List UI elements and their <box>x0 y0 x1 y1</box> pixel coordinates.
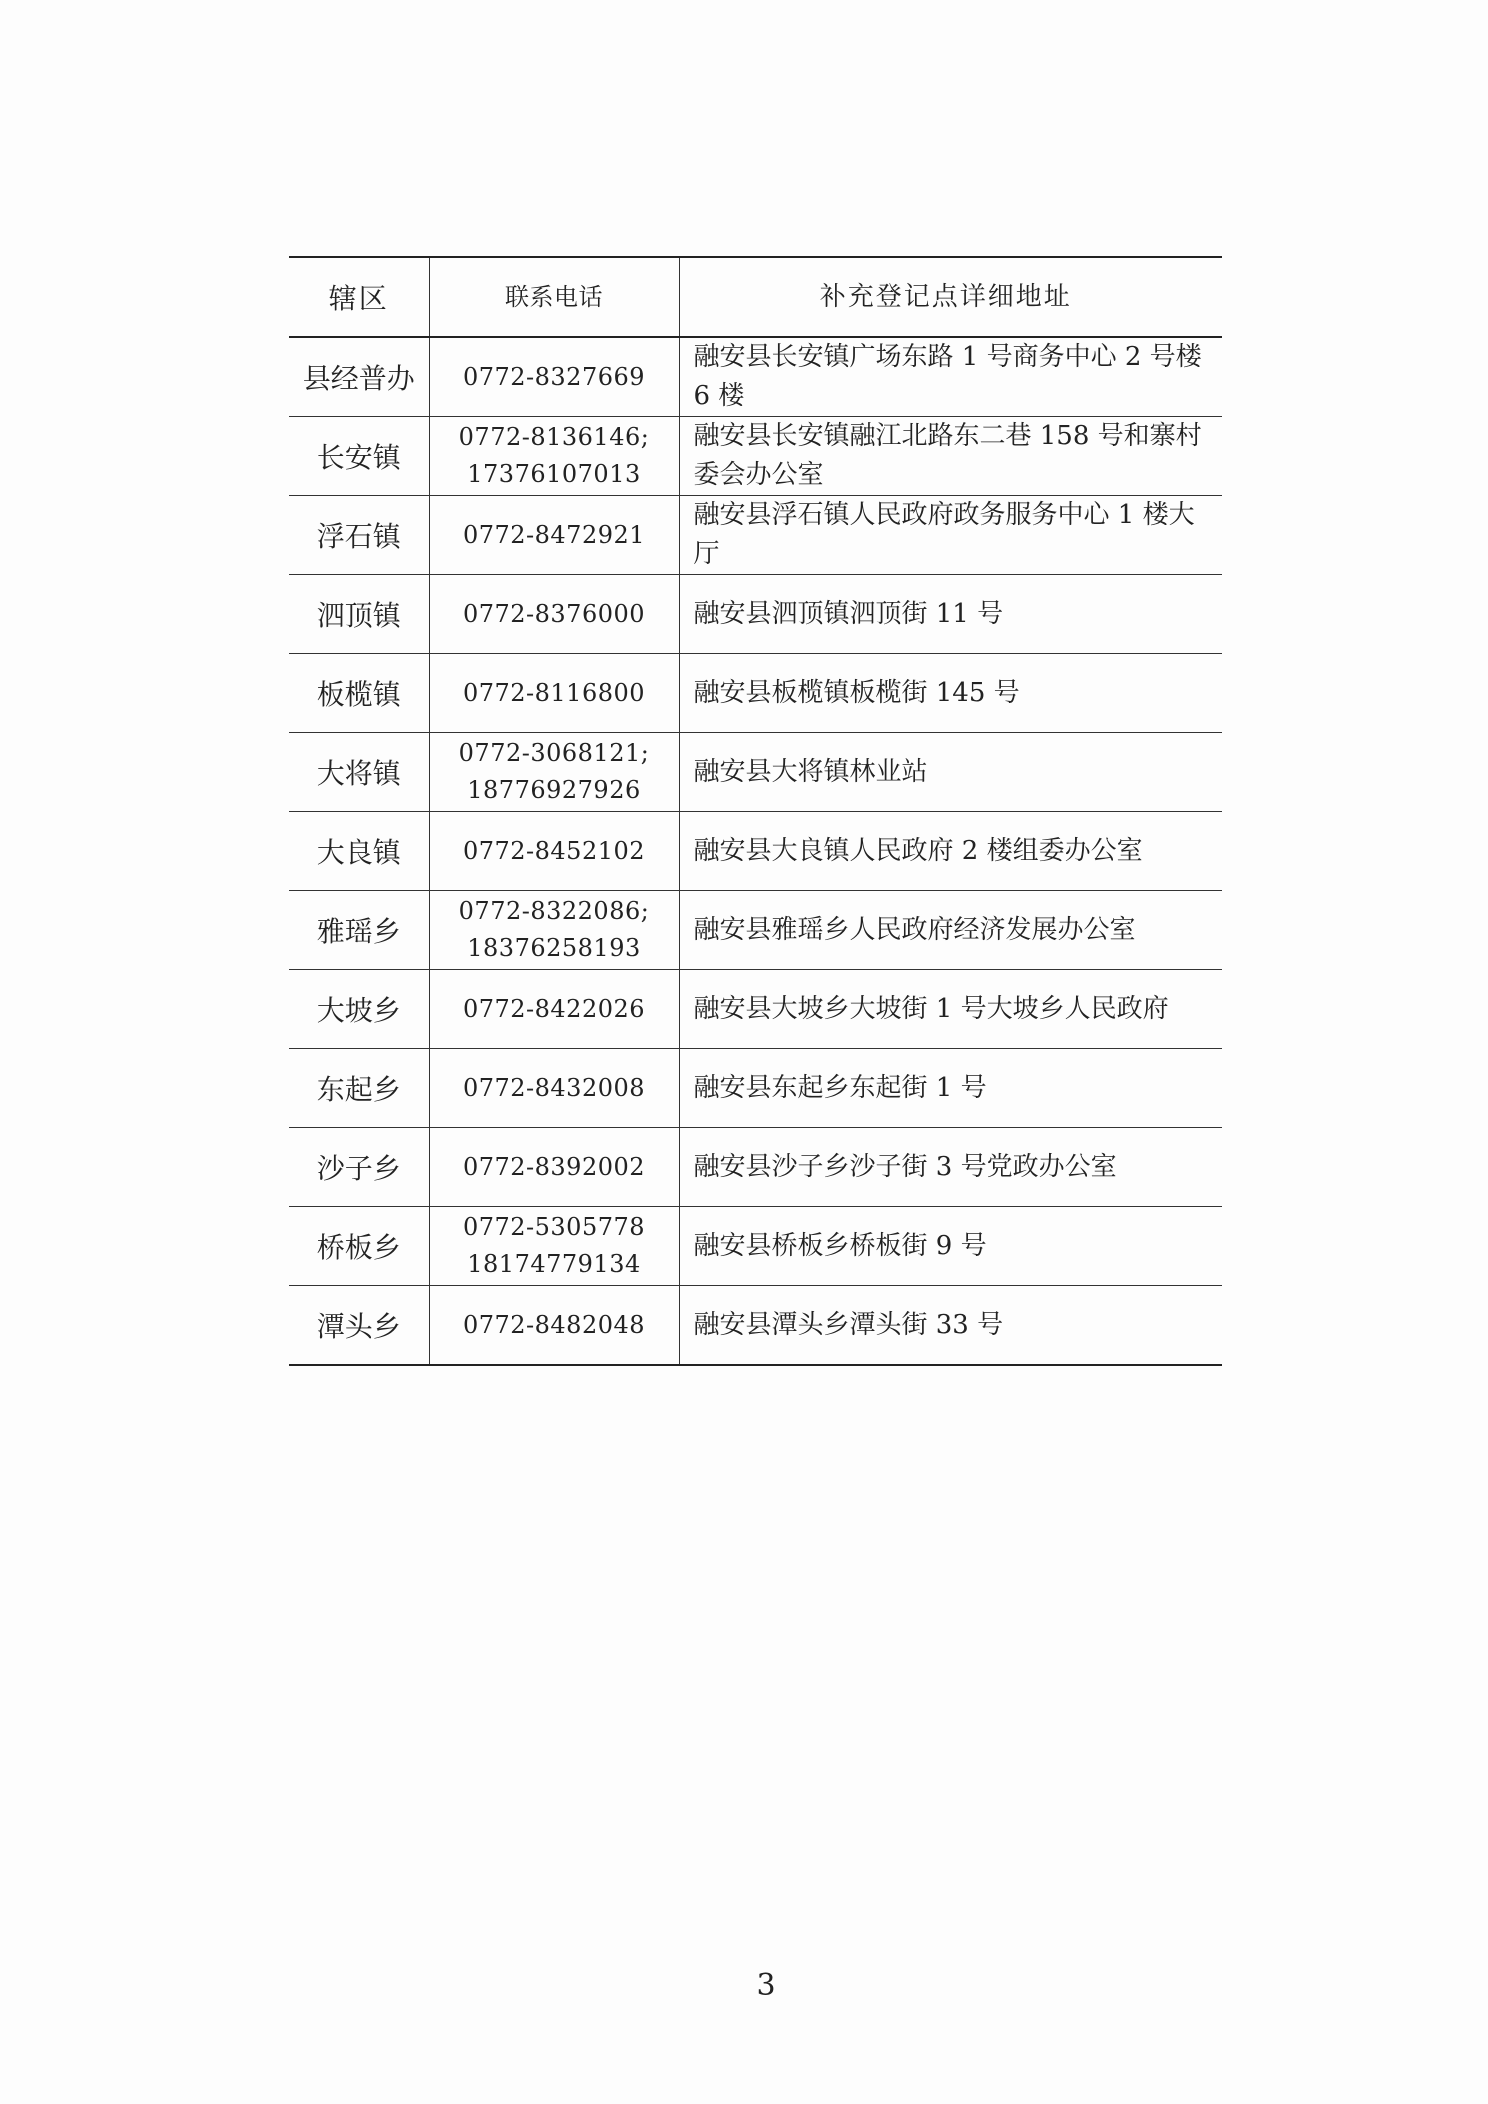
district-cell: 桥板乡 <box>289 1207 429 1286</box>
table-header <box>289 257 1222 337</box>
header-address: 补充登记点详细地址 <box>679 257 1222 337</box>
registration-table-container <box>289 256 1222 1366</box>
phone-cell <box>429 1286 679 1366</box>
table-row <box>289 733 1222 812</box>
phone-number: 0772-3068121; <box>458 739 650 767</box>
district-cell: 沙子乡 <box>289 1128 429 1207</box>
phone-cell <box>429 337 679 417</box>
phone-cell <box>429 970 679 1049</box>
address-cell: 融安县泗顶镇泗顶街 11 号 <box>679 575 1222 654</box>
phone-cell <box>429 733 679 812</box>
district-cell: 雅瑶乡 <box>289 891 429 970</box>
address-cell: 融安县大将镇林业站 <box>679 733 1222 812</box>
table-row <box>289 417 1222 496</box>
phone-number: 0772-8322086; <box>458 897 650 925</box>
phone-number: 0772-8327669 <box>462 362 646 391</box>
district-cell: 大坡乡 <box>289 970 429 1049</box>
district-cell: 大良镇 <box>289 812 429 891</box>
phone-cell <box>429 496 679 575</box>
phone-cell <box>429 1207 679 1286</box>
district-cell: 大将镇 <box>289 733 429 812</box>
phone-number: 0772-8472921 <box>462 520 646 549</box>
phone-number: 18776927926 <box>467 776 641 804</box>
phone-cell <box>429 417 679 496</box>
phone-number: 17376107013 <box>467 460 641 488</box>
phone-number: 18174779134 <box>467 1250 641 1278</box>
phone-number: 0772-8422026 <box>462 994 646 1023</box>
phone-number: 0772-8432008 <box>462 1073 646 1102</box>
table-row <box>289 496 1222 575</box>
table-body <box>289 337 1222 1365</box>
address-cell: 融安县浮石镇人民政府政务服务中心 1 楼大厅 <box>679 496 1222 575</box>
header-phone: 联系电话 <box>429 257 679 337</box>
address-cell: 融安县板榄镇板榄街 145 号 <box>679 654 1222 733</box>
phone-cell <box>429 1049 679 1128</box>
table-row <box>289 654 1222 733</box>
table-row <box>289 575 1222 654</box>
phone-cell <box>429 575 679 654</box>
table-row <box>289 337 1222 417</box>
address-cell: 融安县东起乡东起街 1 号 <box>679 1049 1222 1128</box>
phone-cell <box>429 812 679 891</box>
phone-number: 0772-8482048 <box>462 1310 646 1339</box>
phone-cell <box>429 654 679 733</box>
phone-number: 0772-8116800 <box>462 678 646 707</box>
address-cell: 融安县沙子乡沙子街 3 号党政办公室 <box>679 1128 1222 1207</box>
phone-number: 0772-8136146; <box>458 423 650 451</box>
district-cell: 长安镇 <box>289 417 429 496</box>
address-cell: 融安县长安镇广场东路 1 号商务中心 2 号楼 6 楼 <box>679 337 1222 417</box>
phone-number: 0772-5305778 <box>462 1213 646 1241</box>
registration-points-table <box>289 256 1222 1366</box>
header-district: 辖区 <box>289 257 429 337</box>
address-cell: 融安县大良镇人民政府 2 楼组委办公室 <box>679 812 1222 891</box>
table-row <box>289 1286 1222 1366</box>
district-cell: 泗顶镇 <box>289 575 429 654</box>
phone-number: 0772-8392002 <box>462 1152 646 1181</box>
district-cell: 板榄镇 <box>289 654 429 733</box>
header-row <box>289 257 1222 337</box>
district-cell: 浮石镇 <box>289 496 429 575</box>
phone-cell <box>429 1128 679 1207</box>
phone-cell <box>429 891 679 970</box>
table-row <box>289 1128 1222 1207</box>
address-cell: 融安县长安镇融江北路东二巷 158 号和寨村委会办公室 <box>679 417 1222 496</box>
district-cell: 潭头乡 <box>289 1286 429 1366</box>
table-row <box>289 891 1222 970</box>
district-cell: 东起乡 <box>289 1049 429 1128</box>
table-row <box>289 970 1222 1049</box>
address-cell: 融安县潭头乡潭头街 33 号 <box>679 1286 1222 1366</box>
address-cell: 融安县桥板乡桥板街 9 号 <box>679 1207 1222 1286</box>
address-cell: 融安县大坡乡大坡街 1 号大坡乡人民政府 <box>679 970 1222 1049</box>
table-row <box>289 1049 1222 1128</box>
table-row <box>289 1207 1222 1286</box>
table-row <box>289 812 1222 891</box>
phone-number: 0772-8376000 <box>462 599 646 628</box>
district-cell: 县经普办 <box>289 337 429 417</box>
phone-number: 18376258193 <box>467 934 641 962</box>
address-cell: 融安县雅瑶乡人民政府经济发展办公室 <box>679 891 1222 970</box>
phone-number: 0772-8452102 <box>462 836 646 865</box>
page-number: 3 <box>756 1968 776 2003</box>
